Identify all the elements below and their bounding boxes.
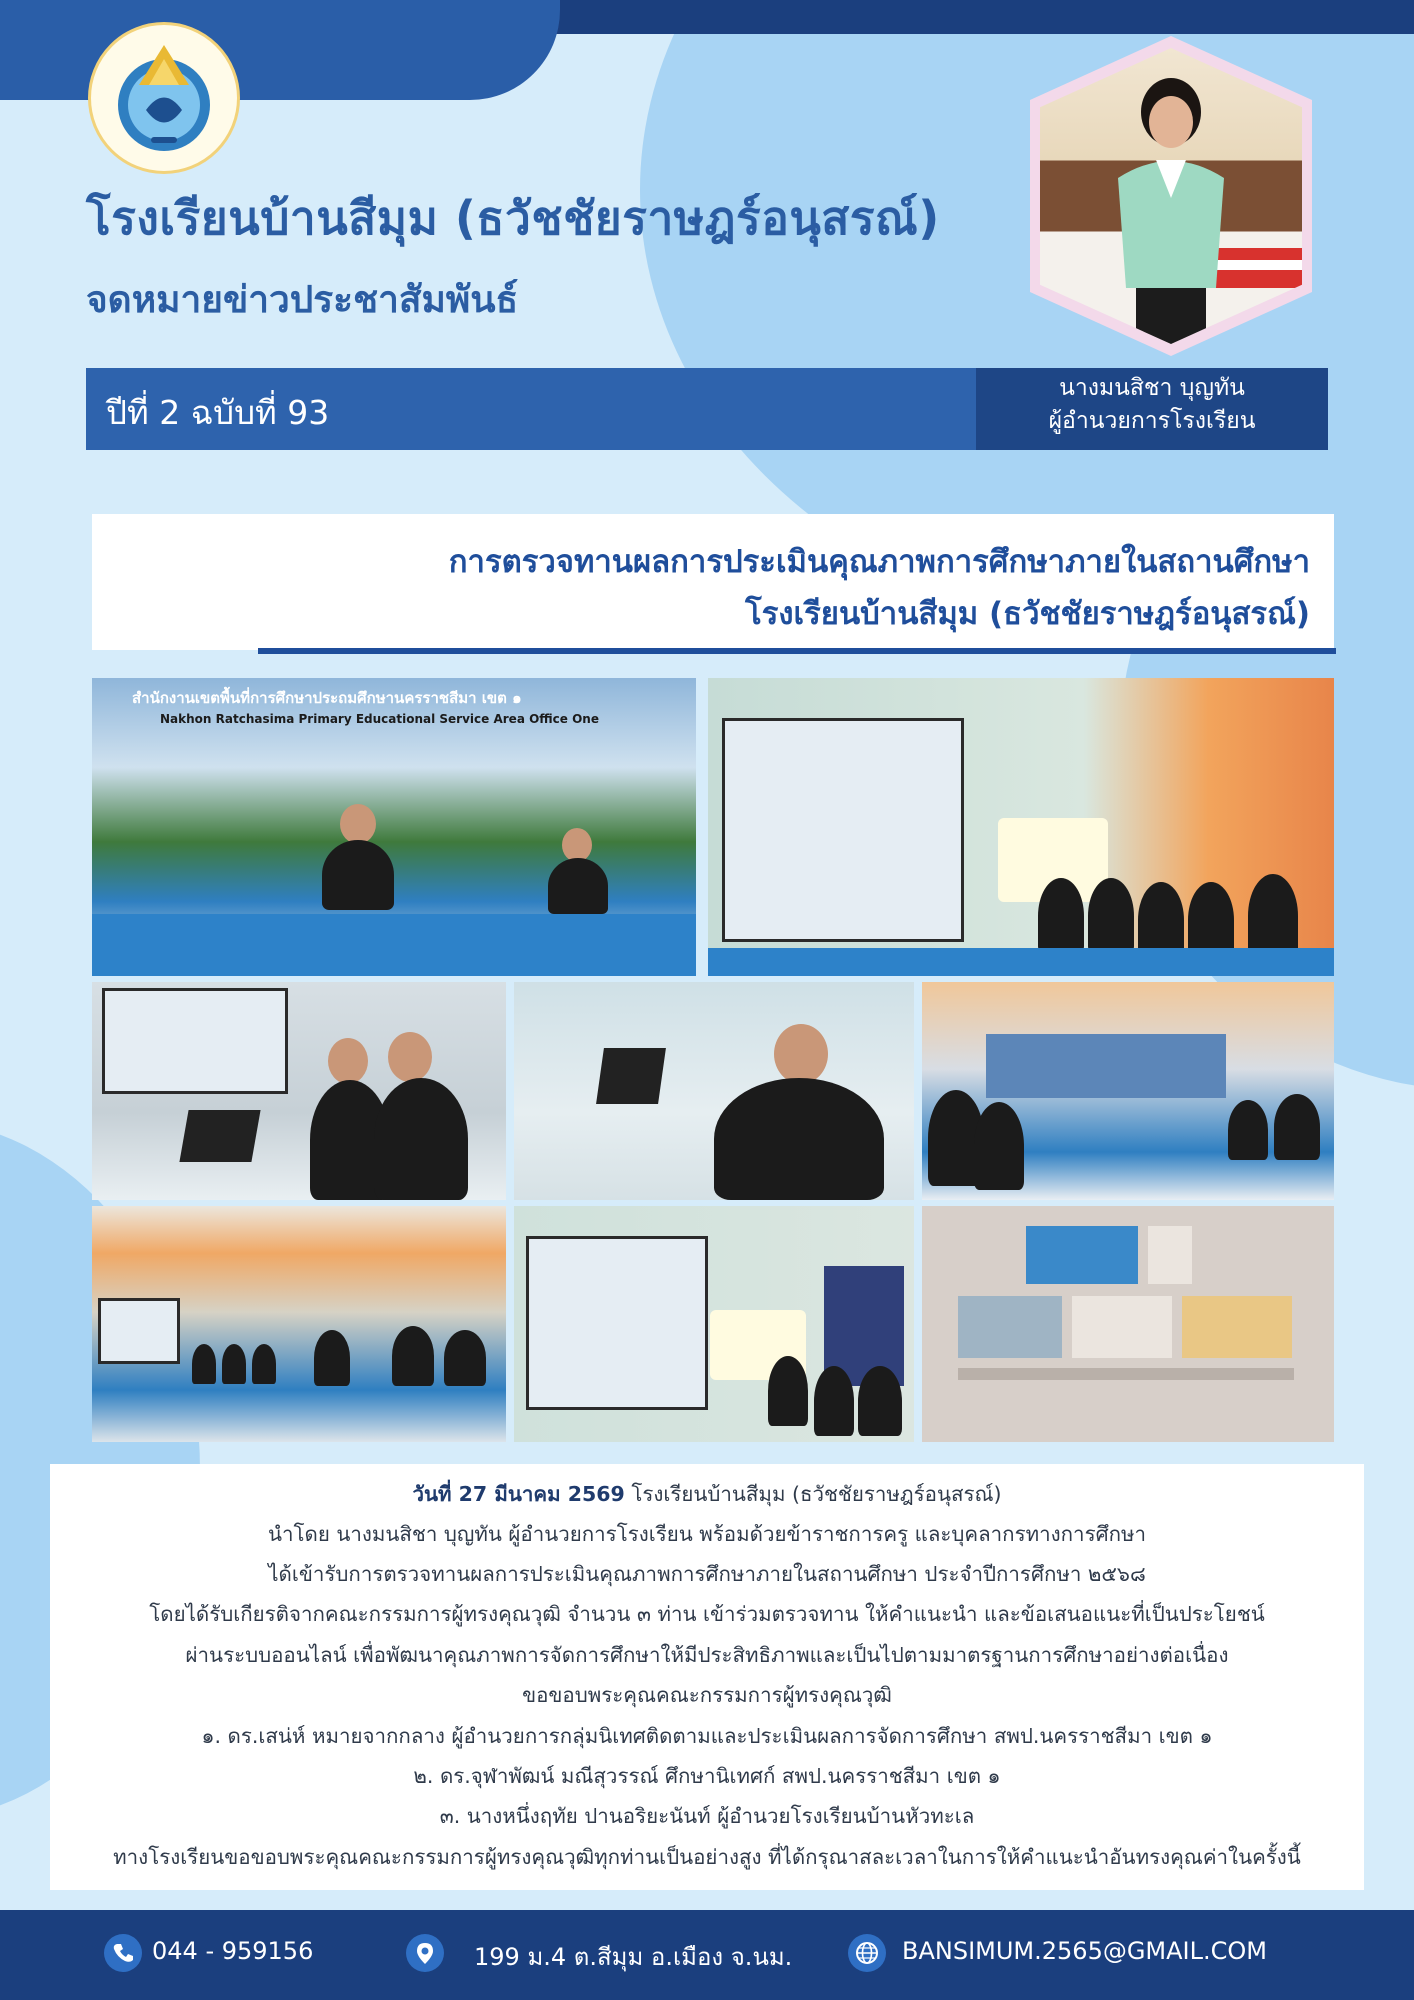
article-line-9: ๓. นางหนึ่งฤทัย ปานอริยะนันท์ ผู้อำนวยโรงเรียนบ้านหัวทะเล [439,1804,975,1828]
article-school: โรงเรียนบ้านสีมุม (ธวัชชัยราษฎร์อนุสรณ์) [624,1482,1002,1506]
projector-screen [102,988,288,1094]
person [322,840,394,910]
video-tile [1026,1226,1138,1284]
person [328,1038,368,1084]
top-wave [0,0,560,100]
person [1274,1094,1320,1160]
person [1228,1100,1268,1160]
newsletter-subtitle: จดหมายข่าวประชาสัมพันธ์ [86,278,519,321]
photo-laptop-1 [92,982,506,1200]
headline-underline [258,648,1336,654]
person [858,1366,902,1436]
person [814,1366,854,1436]
projector-screen [98,1298,180,1364]
person [562,828,592,862]
projector-screen [722,718,964,942]
article-line-2: นำโดย นางมนสิชา บุญทัน ผู้อำนวยการโรงเรียน พร้อมด้วยข้าราชการครู และบุคลากรทางการศึกษา [267,1522,1147,1546]
headline-box [92,514,1334,650]
person [714,1078,884,1200]
table [92,914,696,976]
photo-video-call-screen [922,1206,1334,1442]
article-line-3: ได้เข้ารับการตรวจทานผลการประเมินคุณภาพการศึกษาภายในสถานศึกษา ประจำปีการศึกษา ๒๕๖๘ [268,1562,1146,1586]
person [768,1356,808,1426]
person [974,1102,1024,1190]
person [1088,878,1134,954]
person [314,1330,350,1386]
video-tile [958,1296,1062,1358]
footer-email[interactable]: BANSIMUM.2565@GMAIL.COM [902,1937,1267,1965]
footer-phone[interactable]: 044 - 959156 [152,1937,314,1965]
person [192,1344,216,1384]
director-position: ผู้อำนวยการโรงเรียน [1048,408,1256,434]
person [1038,878,1084,954]
director-portrait [1040,48,1302,344]
photo-online-meeting-1 [708,678,1334,976]
call-controls [958,1368,1294,1380]
person [388,1032,432,1082]
article-line-4: โดยได้รับเกียรติจากคณะกรรมการผู้ทรงคุณวุฒิ จำนวน ๓ ท่าน เข้าร่วมตรวจทาน ให้คำแนะนำ และข้อเสนอแนะที่เป็นประโยชน์ [149,1602,1265,1626]
person [252,1344,276,1384]
article-line-7: ๑. ดร.เสน่ห์ หมายจากกลาง ผู้อำนวยการกลุ่มนิเทศติดตามและประเมินผลการจัดการศึกษา สพป.นครราชสีมา เขต ๑ [201,1724,1213,1748]
article-line-5: ผ่านระบบออนไลน์ เพื่อพัฒนาคุณภาพการจัดการศึกษาให้มีประสิทธิภาพและเป็นไปตามมาตรฐานการศึกษาอย่างต่อเนื่อง [185,1643,1229,1667]
person [1138,882,1184,958]
headline-line-1: การตรวจทานผลการประเมินคุณภาพการศึกษาภายในสถานศึกษา [448,544,1310,580]
person [392,1326,434,1386]
article-line-10: ทางโรงเรียนขอขอบพระคุณคณะกรรมการผู้ทรงคุณวุฒิทุกท่านเป็นอย่างสูง ที่ได้กรุณาสละเวลาในการให้คำแนะนำอันทรงคุณค่าในครั้งนี้ [113,1845,1301,1869]
photo-meeting-room-1 [92,678,696,976]
person [444,1330,486,1386]
photo-laptop-2 [514,982,914,1200]
person [340,804,376,844]
director-name: นางมนสิชา บุญทัน [1059,375,1245,401]
person [1188,882,1234,958]
article-date: วันที่ 27 มีนาคม 2569 [412,1482,625,1506]
person [548,858,608,914]
person [222,1344,246,1384]
video-tile [1148,1226,1192,1284]
photo-classroom [92,1206,506,1442]
table [708,948,1334,976]
phone-icon [104,1934,142,1972]
photo-online-meeting-2 [514,1206,914,1442]
article-line-6: ขอขอบพระคุณคณะกรรมการผู้ทรงคุณวุฒิ [522,1683,892,1707]
location-pin-icon [406,1934,444,1972]
laptop [596,1048,666,1104]
video-tile [1072,1296,1172,1358]
headline-line-2: โรงเรียนบ้านสีมุม (ธวัชชัยราษฎร์อนุสรณ์) [745,596,1310,632]
article-line-1 [50,1478,1364,1511]
photo-banner-english: Nakhon Ratchasima Primary Educational Service Area Office One [160,712,599,726]
photo-meeting-room-2 [922,982,1334,1200]
video-tile [1182,1296,1292,1358]
banner [986,1034,1226,1098]
school-title: โรงเรียนบ้านสีมุม (ธวัชชัยราษฎร์อนุสรณ์) [86,191,940,245]
issue-number: ปีที่ 2 ฉบับที่ 93 [106,393,330,432]
photo-banner-thai: สำนักงานเขตพื้นที่การศึกษาประถมศึกษานครราชสีมา เขต ๑ [132,689,522,707]
director-caption [976,372,1328,438]
globe-icon [848,1934,886,1972]
footer-address: 199 ม.4 ต.สีมุม อ.เมือง จ.นม. [474,1943,793,1971]
laptop [179,1110,260,1162]
projector-screen [526,1236,708,1410]
person [374,1078,468,1200]
article-line-8: ๒. ดร.จุฬาพัฒน์ มณีสุวรรณ์ ศึกษานิเทศก์ สพป.นครราชสีมา เขต ๑ [413,1764,1001,1788]
person [774,1024,828,1084]
person [1248,874,1298,958]
school-logo [88,22,240,174]
